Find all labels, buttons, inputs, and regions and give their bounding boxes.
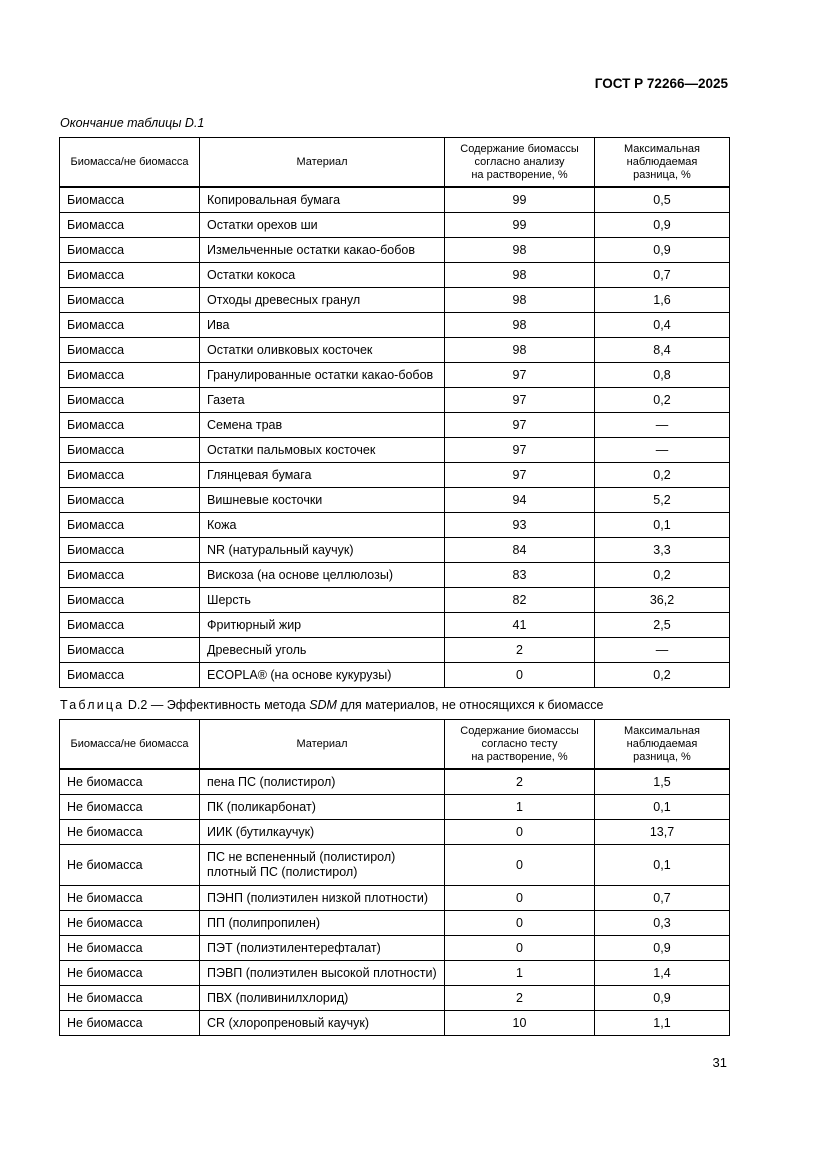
cell-biomass-content: 83 — [445, 563, 595, 588]
cell-biomass-content: 97 — [445, 463, 595, 488]
table-row — [60, 313, 730, 338]
table-row — [60, 363, 730, 388]
cell-material: Измельченные остатки какао-бобов — [200, 238, 445, 263]
table-row — [60, 886, 730, 911]
cell-max-difference: 13,7 — [595, 820, 730, 845]
cell-type: Не биомасса — [60, 1011, 200, 1036]
cell-max-difference: 0,7 — [595, 263, 730, 288]
caption-prefix: Таблица — [60, 698, 125, 712]
cell-max-difference: — — [595, 413, 730, 438]
cell-material: ПС не вспененный (полистирол) плотный ПС (полистирол) — [200, 845, 445, 886]
table-row — [60, 213, 730, 238]
cell-material: ИИК (бутилкаучук) — [200, 820, 445, 845]
cell-biomass-content: 1 — [445, 961, 595, 986]
table-row — [60, 388, 730, 413]
cell-material: NR (натуральный каучук) — [200, 538, 445, 563]
cell-max-difference: 0,4 — [595, 313, 730, 338]
cell-biomass-content: 98 — [445, 313, 595, 338]
table-row — [60, 820, 730, 845]
cell-biomass-content: 98 — [445, 263, 595, 288]
cell-biomass-content: 97 — [445, 363, 595, 388]
cell-material: пена ПС (полистирол) — [200, 769, 445, 795]
table-row — [60, 845, 730, 886]
caption-method: SDM — [309, 698, 337, 712]
cell-type: Биомасса — [60, 338, 200, 363]
cell-type: Биомасса — [60, 513, 200, 538]
page-number: 31 — [712, 1055, 727, 1070]
cell-biomass-content: 94 — [445, 488, 595, 513]
cell-type: Не биомасса — [60, 795, 200, 820]
table-row — [60, 638, 730, 663]
cell-type: Биомасса — [60, 563, 200, 588]
cell-max-difference: 0,7 — [595, 886, 730, 911]
cell-type: Не биомасса — [60, 820, 200, 845]
cell-material: Вишневые косточки — [200, 488, 445, 513]
column-header-material: Материал — [200, 720, 445, 770]
cell-max-difference: 8,4 — [595, 338, 730, 363]
table-row — [60, 769, 730, 795]
cell-type: Биомасса — [60, 288, 200, 313]
cell-max-difference: 5,2 — [595, 488, 730, 513]
cell-material: ПЭТ (полиэтилентерефталат) — [200, 936, 445, 961]
cell-type: Биомасса — [60, 363, 200, 388]
table-row — [60, 538, 730, 563]
cell-biomass-content: 93 — [445, 513, 595, 538]
cell-material: Древесный уголь — [200, 638, 445, 663]
cell-material: Газета — [200, 388, 445, 413]
cell-max-difference: 0,8 — [595, 363, 730, 388]
cell-type: Биомасса — [60, 538, 200, 563]
table-header-row — [60, 720, 730, 770]
column-header-type: Биомасса/не биомасса — [60, 138, 200, 188]
cell-material: Глянцевая бумага — [200, 463, 445, 488]
cell-max-difference: 1,6 — [595, 288, 730, 313]
cell-max-difference: 1,4 — [595, 961, 730, 986]
cell-material: ПВХ (поливинилхлорид) — [200, 986, 445, 1011]
cell-max-difference: 0,1 — [595, 513, 730, 538]
cell-biomass-content: 2 — [445, 638, 595, 663]
cell-max-difference: 0,9 — [595, 986, 730, 1011]
table-row — [60, 413, 730, 438]
cell-type: Биомасса — [60, 238, 200, 263]
cell-max-difference: 0,5 — [595, 187, 730, 213]
table-1-caption: Окончание таблицы D.1 — [60, 116, 205, 130]
cell-material: Остатки кокоса — [200, 263, 445, 288]
cell-biomass-content: 98 — [445, 338, 595, 363]
cell-type: Биомасса — [60, 413, 200, 438]
cell-biomass-content: 0 — [445, 886, 595, 911]
cell-material: Остатки оливковых косточек — [200, 338, 445, 363]
document-code: ГОСТ Р 72266—2025 — [594, 76, 728, 91]
table-row — [60, 438, 730, 463]
cell-biomass-content: 82 — [445, 588, 595, 613]
cell-material: ПЭНП (полиэтилен низкой плотности) — [200, 886, 445, 911]
table-row — [60, 986, 730, 1011]
cell-type: Биомасса — [60, 313, 200, 338]
cell-type: Не биомасса — [60, 769, 200, 795]
table-2-caption — [60, 698, 603, 712]
table-header-row — [60, 138, 730, 188]
table-row — [60, 288, 730, 313]
table-row — [60, 513, 730, 538]
cell-type: Биомасса — [60, 663, 200, 688]
cell-max-difference: 0,3 — [595, 911, 730, 936]
cell-biomass-content: 0 — [445, 820, 595, 845]
cell-max-difference: — — [595, 638, 730, 663]
cell-max-difference: 2,5 — [595, 613, 730, 638]
cell-material: ECOPLA® (на основе кукурузы) — [200, 663, 445, 688]
cell-material: ПП (полипропилен) — [200, 911, 445, 936]
cell-material: Фритюрный жир — [200, 613, 445, 638]
cell-biomass-content: 99 — [445, 213, 595, 238]
table-row — [60, 238, 730, 263]
table-row — [60, 613, 730, 638]
cell-max-difference: 1,1 — [595, 1011, 730, 1036]
table-row — [60, 961, 730, 986]
cell-max-difference: 0,1 — [595, 845, 730, 886]
cell-type: Биомасса — [60, 613, 200, 638]
table-d1 — [59, 137, 730, 688]
cell-type: Биомасса — [60, 488, 200, 513]
cell-material: Кожа — [200, 513, 445, 538]
table-d2 — [59, 719, 730, 1036]
cell-type: Биомасса — [60, 588, 200, 613]
cell-material: Копировальная бумага — [200, 187, 445, 213]
table-row — [60, 795, 730, 820]
cell-max-difference: 0,2 — [595, 388, 730, 413]
cell-material: Отходы древесных гранул — [200, 288, 445, 313]
cell-biomass-content: 97 — [445, 388, 595, 413]
table-row — [60, 588, 730, 613]
cell-type: Не биомасса — [60, 986, 200, 1011]
cell-biomass-content: 98 — [445, 288, 595, 313]
cell-material: Семена трав — [200, 413, 445, 438]
table-row — [60, 1011, 730, 1036]
column-header-biomass-content: Содержание биомассы согласно тесту на растворение, % — [445, 720, 595, 770]
cell-max-difference: 0,2 — [595, 563, 730, 588]
cell-biomass-content: 2 — [445, 986, 595, 1011]
cell-type: Не биомасса — [60, 961, 200, 986]
table-row — [60, 463, 730, 488]
cell-biomass-content: 0 — [445, 911, 595, 936]
table-row — [60, 911, 730, 936]
cell-type: Не биомасса — [60, 911, 200, 936]
cell-biomass-content: 2 — [445, 769, 595, 795]
table-row — [60, 488, 730, 513]
table-row — [60, 663, 730, 688]
cell-material: ПЭВП (полиэтилен высокой плотности) — [200, 961, 445, 986]
table-row — [60, 338, 730, 363]
cell-biomass-content: 99 — [445, 187, 595, 213]
cell-material: Вискоза (на основе целлюлозы) — [200, 563, 445, 588]
column-header-material: Материал — [200, 138, 445, 188]
cell-biomass-content: 84 — [445, 538, 595, 563]
cell-max-difference: 0,9 — [595, 213, 730, 238]
cell-type: Биомасса — [60, 638, 200, 663]
cell-max-difference: — — [595, 438, 730, 463]
cell-max-difference: 0,2 — [595, 663, 730, 688]
table-row — [60, 563, 730, 588]
cell-material: Остатки орехов ши — [200, 213, 445, 238]
cell-max-difference: 0,2 — [595, 463, 730, 488]
cell-biomass-content: 0 — [445, 845, 595, 886]
cell-type: Биомасса — [60, 463, 200, 488]
cell-biomass-content: 1 — [445, 795, 595, 820]
cell-biomass-content: 41 — [445, 613, 595, 638]
cell-biomass-content: 10 — [445, 1011, 595, 1036]
column-header-max-difference: Максимальная наблюдаемая разница, % — [595, 138, 730, 188]
cell-biomass-content: 98 — [445, 238, 595, 263]
table-row — [60, 187, 730, 213]
cell-type: Биомасса — [60, 213, 200, 238]
cell-type: Биомасса — [60, 187, 200, 213]
cell-max-difference: 0,1 — [595, 795, 730, 820]
cell-max-difference: 3,3 — [595, 538, 730, 563]
table-row — [60, 263, 730, 288]
cell-material: ПК (поликарбонат) — [200, 795, 445, 820]
column-header-type: Биомасса/не биомасса — [60, 720, 200, 770]
cell-material: Остатки пальмовых косточек — [200, 438, 445, 463]
cell-material: Гранулированные остатки какао-бобов — [200, 363, 445, 388]
cell-material: CR (хлоропреновый каучук) — [200, 1011, 445, 1036]
table-row — [60, 936, 730, 961]
cell-max-difference: 0,9 — [595, 936, 730, 961]
cell-biomass-content: 97 — [445, 438, 595, 463]
cell-type: Биомасса — [60, 263, 200, 288]
caption-end: для материалов, не относящихся к биомассе — [336, 698, 604, 712]
cell-type: Биомасса — [60, 388, 200, 413]
cell-max-difference: 1,5 — [595, 769, 730, 795]
cell-biomass-content: 0 — [445, 936, 595, 961]
cell-type: Биомасса — [60, 438, 200, 463]
cell-biomass-content: 0 — [445, 663, 595, 688]
cell-biomass-content: 97 — [445, 413, 595, 438]
column-header-biomass-content: Содержание биомассы согласно анализу на растворение, % — [445, 138, 595, 188]
column-header-max-difference: Максимальная наблюдаемая разница, % — [595, 720, 730, 770]
cell-type: Не биомасса — [60, 845, 200, 886]
cell-max-difference: 36,2 — [595, 588, 730, 613]
cell-type: Не биомасса — [60, 936, 200, 961]
cell-material: Шерсть — [200, 588, 445, 613]
cell-max-difference: 0,9 — [595, 238, 730, 263]
cell-material: Ива — [200, 313, 445, 338]
caption-rest: D.2 — Эффективность метода — [124, 698, 310, 712]
cell-type: Не биомасса — [60, 886, 200, 911]
